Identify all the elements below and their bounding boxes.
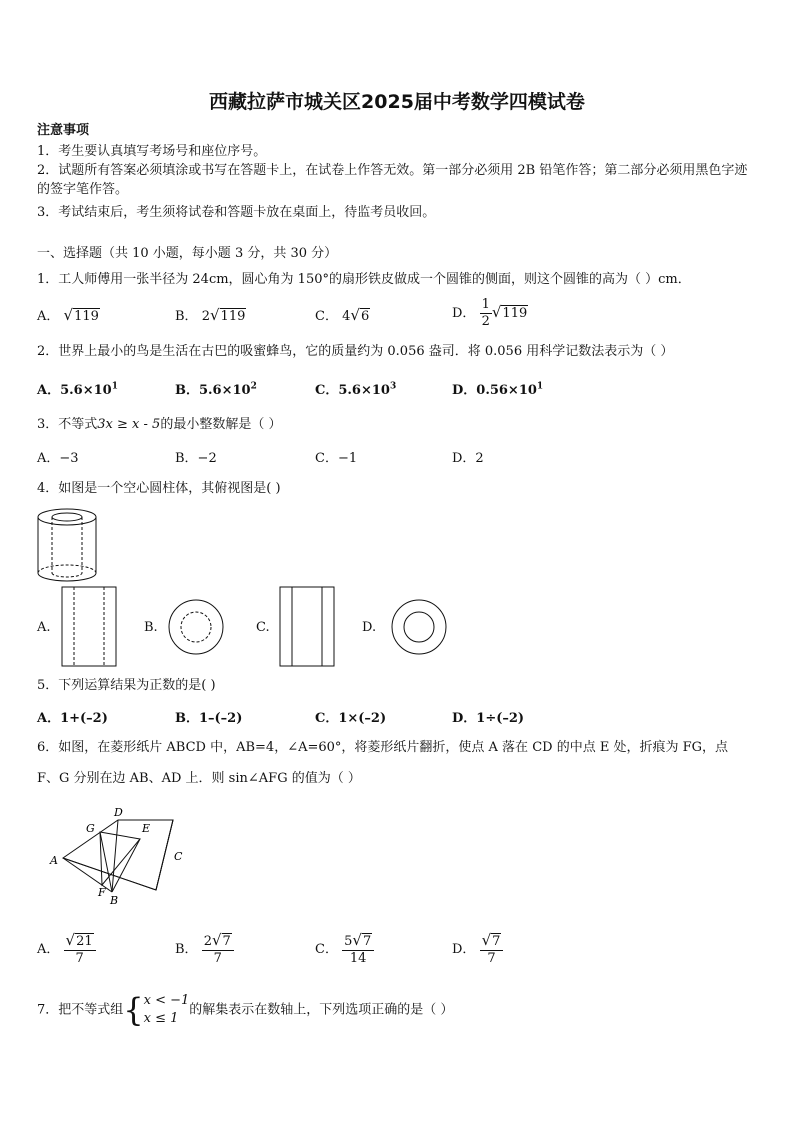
q4-option-a-label[interactable]: A.	[37, 620, 51, 635]
point-f-label: F	[98, 886, 106, 899]
point-c-label: C	[174, 850, 183, 863]
point-g-label: G	[86, 822, 95, 835]
q4-stem: 4．如图是一个空心圆柱体，其俯视图是( )	[37, 481, 281, 496]
q4-option-a-figure[interactable]	[60, 586, 118, 668]
q6-option-d[interactable]: D． $\frac{√7}{7}$	[452, 932, 503, 967]
q7-stem: 7．把不等式组{ x < −1 x ≤ 1 的解集表示在数轴上，下列选项正确的是（ ）	[37, 991, 454, 1029]
notice-item-1: 1．考生要认真填写考场号和座位序号。	[37, 144, 267, 159]
q6-option-b[interactable]: B． $\frac{2√7}{7}$	[175, 932, 234, 967]
point-b-label: B	[110, 894, 119, 906]
q2-option-d[interactable]: D．$0.56\times 10^1$	[452, 381, 544, 398]
q4-option-b-label[interactable]: B.	[144, 620, 158, 635]
q5-option-a[interactable]: A．1+(–2)	[37, 711, 108, 726]
rhombus-figure	[46, 804, 196, 906]
q3-option-b[interactable]: B．−2	[175, 451, 217, 466]
q3-stem: 3．不等式3x ≥ x - 5的最小整数解是（ ）	[37, 417, 282, 432]
hollow-cylinder-figure	[34, 505, 100, 585]
q5-option-c[interactable]: C．1×(–2)	[315, 711, 387, 726]
q4-option-c-label[interactable]: C.	[256, 620, 270, 635]
q4-option-c-figure[interactable]	[278, 586, 336, 668]
q5-option-d[interactable]: D．1÷(–2)	[452, 711, 525, 726]
point-a-label: A	[50, 854, 58, 867]
q5-stem: 5．下列运算结果为正数的是( )	[37, 678, 216, 693]
q6-option-a[interactable]: A． $\frac{√21}{7}$	[37, 932, 96, 967]
q1-option-b[interactable]: B． 2√119	[175, 306, 246, 324]
q6-stem-line1: 6．如图，在菱形纸片 ABCD 中，AB=4，∠A=60°，将菱形纸片翻折，使点 A 落在 CD 的中点 E 处，折痕为 FG，点	[37, 740, 728, 755]
notice-heading: 注意事项	[37, 123, 90, 138]
q1-option-a[interactable]: A． √119	[37, 306, 99, 324]
q4-option-d-figure[interactable]	[386, 594, 452, 660]
q4-option-d-label[interactable]: D.	[362, 620, 377, 635]
q3-option-c[interactable]: C．−1	[315, 451, 358, 466]
notice-item-2: 2．试题所有答案必须填涂或书写在答题卡上，在试卷上作答无效。第一部分必须用 2B 铅笔作答；第二部分必须用黑色字迹的签字笔作答。	[37, 163, 748, 197]
q2-option-c[interactable]: C．$5.6\times 10^3$	[315, 381, 397, 398]
point-e-label: E	[142, 822, 151, 835]
q3-option-d[interactable]: D．2	[452, 451, 484, 466]
q1-option-c[interactable]: C． 4√6	[315, 306, 370, 324]
notice-item-3: 3．考试结束后，考生须将试卷和答题卡放在桌面上，待监考员收回。	[37, 205, 436, 220]
q1-option-d[interactable]: D． $\frac{1}{2}$ √119	[452, 297, 528, 329]
q3-option-a[interactable]: A．−3	[37, 451, 79, 466]
section-heading: 一、选择题（共 10 小题，每小题 3 分，共 30 分）	[37, 246, 338, 261]
q1-stem: 1．工人师傅用一张半径为 24cm，圆心角为 150°的扇形铁皮做成一个圆锥的侧面，则这个圆锥的高为（ ）cm．	[37, 272, 691, 287]
q2-option-b[interactable]: B．$5.6\times 10^2$	[175, 381, 257, 398]
q5-option-b[interactable]: B．1–(–2)	[175, 711, 243, 726]
q6-option-c[interactable]: C． $\frac{5√7}{14}$	[315, 932, 374, 967]
page-title: 西藏拉萨市城关区2025届中考数学四模试卷	[209, 91, 585, 113]
point-d-label: D	[114, 806, 123, 819]
q2-stem: 2．世界上最小的鸟是生活在古巴的吸蜜蜂鸟，它的质量约为 0.056 盎司．将 0.056 用科学记数法表示为（ ）	[37, 344, 674, 359]
q2-option-a[interactable]: A．$5.6\times 10^1$	[37, 381, 118, 398]
q6-stem-line2: F、G 分别在边 AB、AD 上．则 sin∠AFG 的值为（ ）	[37, 771, 361, 786]
q4-option-b-figure[interactable]	[163, 594, 229, 660]
